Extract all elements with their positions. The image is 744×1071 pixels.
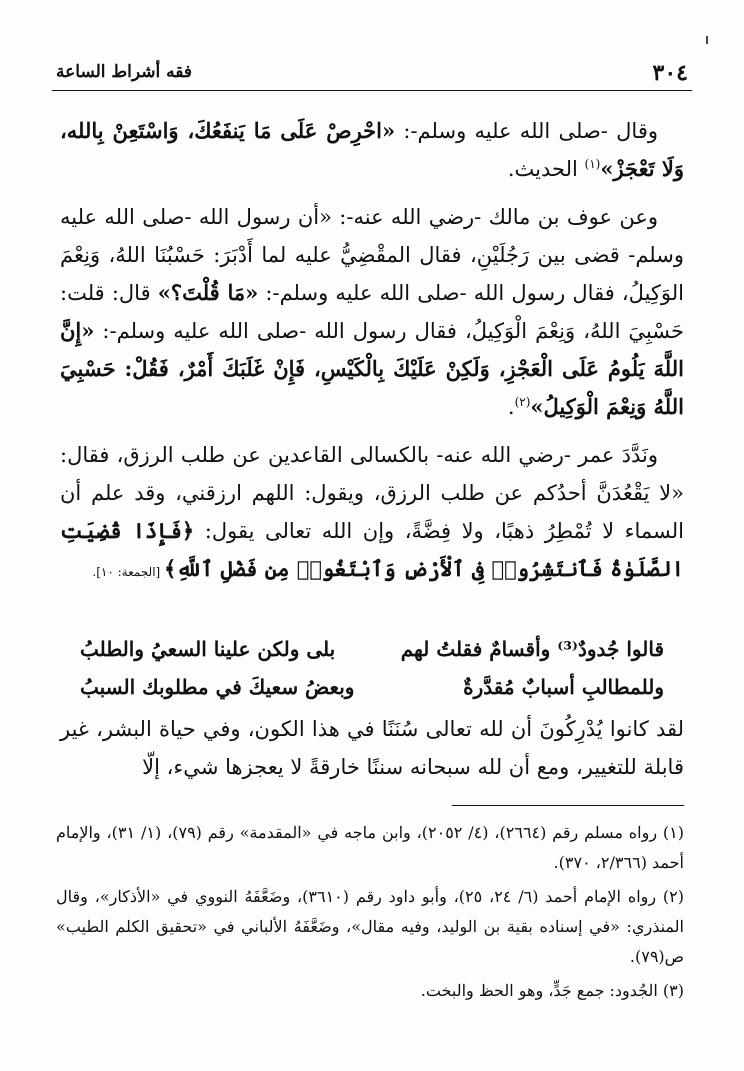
- hadith-quote-2: «إِنَّ اللَّهَ يَلُومُ عَلَى الْعَجْزِ، وَلَكِنْ عَلَيْكَ بِالْكَيْسِ، فَإِنْ غَلَبَكَ أَمْرٌ، فَقُلْ: حَسْبِيَ اللَّهُ وَنِعْمَ الْوَكِيلُ»: [60, 318, 684, 419]
- paragraph-lead: وقال -صلى الله عليه وسلم-:: [395, 119, 658, 143]
- footnote-ref[interactable]: (١): [584, 157, 601, 171]
- hadith-quote: «احْرِصْ عَلَى مَا يَنفَعُكَ، وَاسْتَعِنْ بِالله، وَلَا تَعْجَزْ»: [60, 118, 684, 181]
- poem-hemistich-left: وبعضُ سعيكَ في مطلوبك السببُ: [80, 675, 355, 699]
- running-title: فقه أشراط الساعة: [56, 62, 192, 82]
- paragraph-umar: [60, 436, 684, 591]
- footnote-divider: [452, 805, 684, 806]
- page-header: [52, 58, 692, 91]
- page-number: ٣٠٤: [652, 60, 688, 86]
- paragraph-middle: قال: قلت: حَسْبِيَ اللهُ، وَنِعْمَ الْوَكِيلُ، فقال رسول الله -صلى الله عليه وسلم-:: [60, 281, 684, 343]
- paragraph-lead: وعن عوف بن مالك -رضي الله عنه-: «أن رسول الله -صلى الله عليه وسلم- قضى بين رَجُلَيْنِ، فقال المقْضِيُّ عليه لما أَدْبَرَ: حَسْبُنَا اللهُ، وَنِعْمَ الوَكِيلُ، فقال رسول الله -صلى الله عليه وسلم-:: [60, 205, 684, 305]
- hadith-quote: «مَا قُلْتَ؟»: [157, 280, 259, 305]
- poem-hemistich-right: قالوا جُدودٌ⁽³⁾ وأقسامٌ فقلتُ لهم: [400, 637, 664, 661]
- quran-verse: ﴿فَإِذَا قُضِيَتِ الصَّلَوٰةُ فَٱنتَشِرُوا۟ فِى ٱلْأَرْضِ وَٱبْتَغُوا۟ مِن فَضْلِ ٱللَّهِ﴾: [60, 518, 684, 581]
- poem-hemistich-right: وللمطالبِ أسبابٌ مُقدَّرةٌ: [463, 675, 664, 699]
- paragraph-hadith-1: [60, 112, 684, 188]
- footnote-ref[interactable]: (٢): [514, 395, 531, 409]
- paragraph-lead: ونَدَّدَ عمر -رضي الله عنه- بالكسالى القاعدين عن طلب الرزق، فقال: «لا يَقْعُدَنَّ أحدُكم عن طلب الرزق، ويقول: اللهم ارزقني، وقد علم أن السماء لا تُمْطِرُ ذهبًا، ولا فِضَّةً، وإن الله تعالى يقول:: [60, 443, 684, 543]
- footnote-3: (٣) الجُدود: جمع جَدٍّ، وهو الحظ والبخت.: [420, 981, 684, 1000]
- footnotes: [56, 818, 684, 1010]
- paragraph-hadith-2: [60, 198, 684, 426]
- paragraph-end: .: [507, 395, 515, 419]
- paragraph-tail: الحديث.: [507, 157, 585, 181]
- poem-line: [80, 630, 664, 668]
- poem-hemistich-left: بلى ولكن علينا السعيُ والطلبُ: [80, 637, 336, 661]
- verse-reference: [الجمعة: ١٠].: [92, 565, 165, 579]
- poem-line: [80, 668, 664, 706]
- footnote-1: (١) رواه مسلم رقم (٢٦٦٤)، (٤/ ٢٠٥٢)، وابن ماجه في «المقدمة» رقم (٧٩)، (١/ ٣١)، والإمام أحمد (٢/٣٦٦، ٣٧٠).: [56, 823, 685, 872]
- paragraph-after-poem: لقد كانوا يُدْرِكُونَ أن لله تعالى سُنَنًا في هذا الكون، وفي حياة البشر، غير قابلة للتغيير، ومع أن لله سبحانه سننًا خارقةً لا يعجزها شيء، إلّا: [60, 717, 684, 779]
- footnote-2: (٢) رواه الإمام أحمد (٦/ ٢٤، ٢٥)، وأبو داود رقم (٣٦١٠)، وضَعَّفَهُ النووي في «الأذكار»، وقال المنذري: «في إسناده بقية بن الوليد، وفيه مقال»، وضَعَّفَهُ الألباني في «تحقيق الكلم الطيب» ص(٧٩).: [56, 887, 684, 966]
- margin-mark: [706, 36, 708, 44]
- main-text: [60, 112, 684, 601]
- poem: [80, 630, 664, 706]
